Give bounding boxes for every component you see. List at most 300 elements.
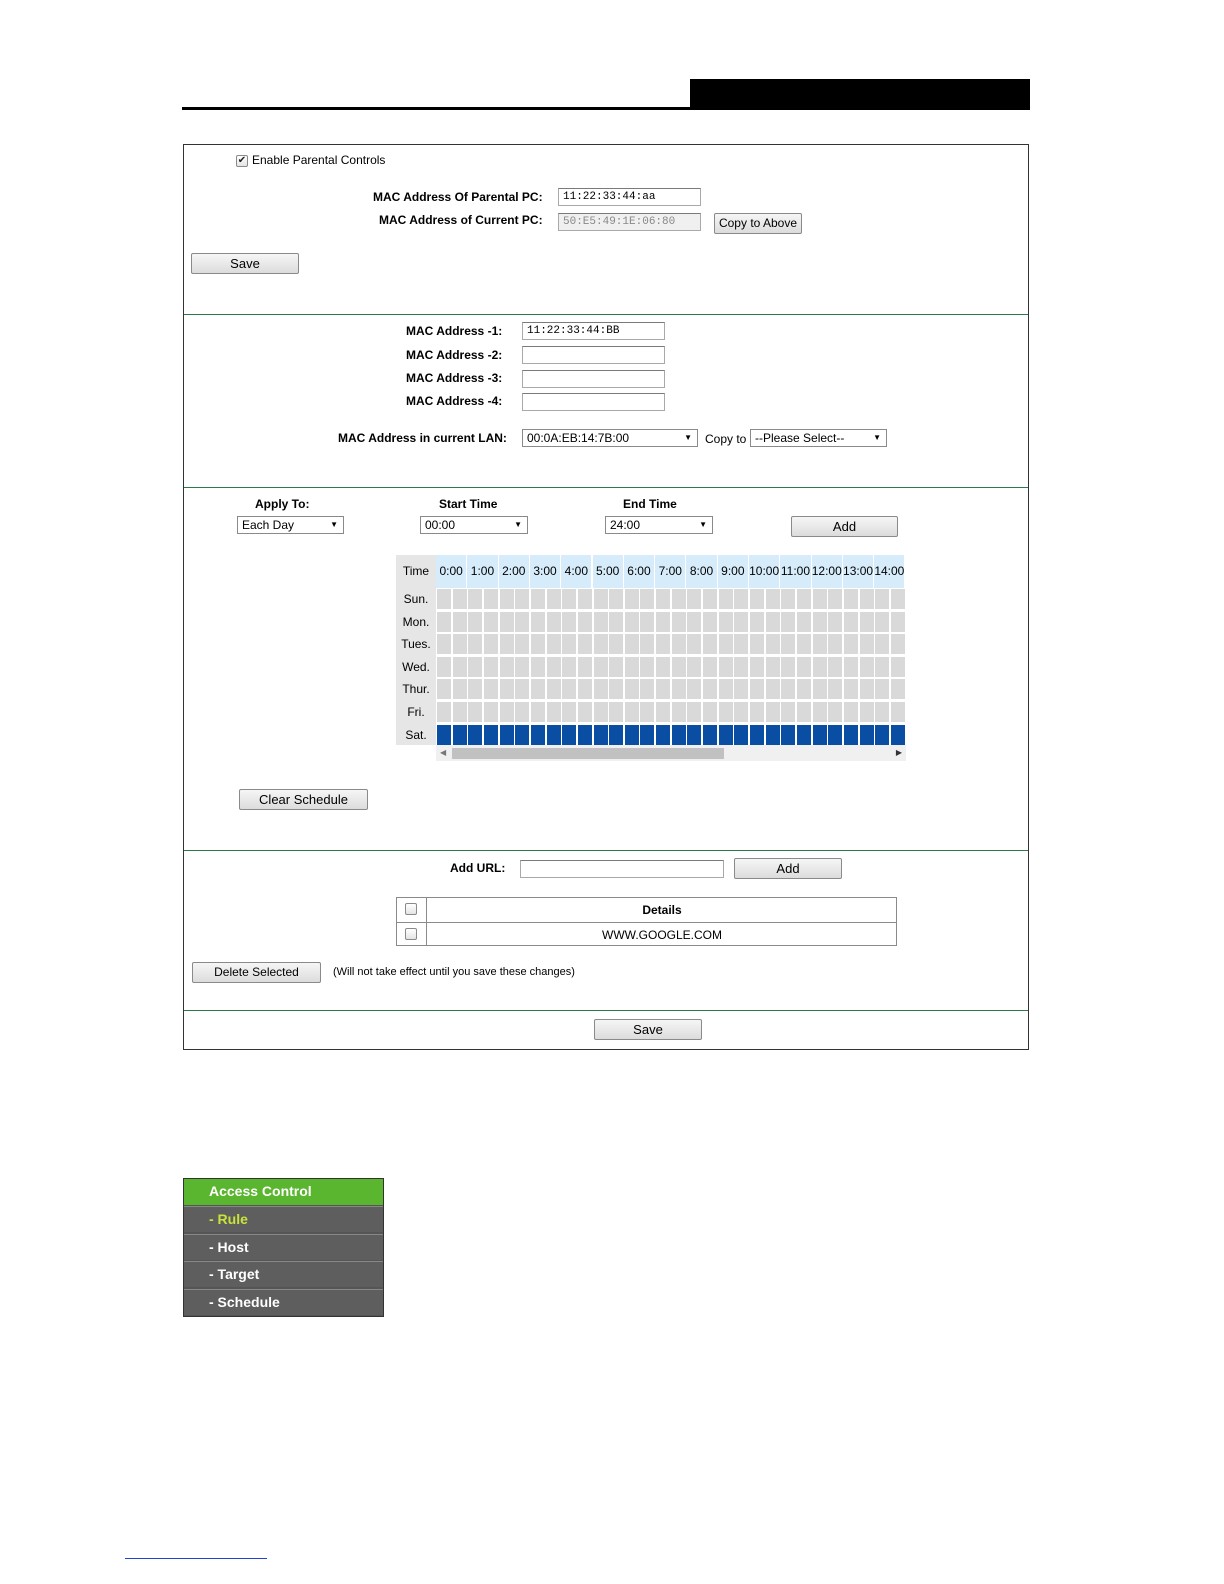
schedule-cell[interactable] xyxy=(656,634,670,654)
schedule-cell[interactable] xyxy=(844,634,858,654)
schedule-cell[interactable] xyxy=(468,725,482,745)
add-url-label: Add URL: xyxy=(450,861,506,875)
schedule-cell[interactable] xyxy=(797,679,811,699)
apply-to-label: Apply To: xyxy=(255,497,310,511)
parental-control-panel xyxy=(183,144,1029,1050)
schedule-cell[interactable] xyxy=(547,612,561,632)
schedule-cell[interactable] xyxy=(625,612,639,632)
schedule-cell[interactable] xyxy=(640,612,654,632)
schedule-cell[interactable] xyxy=(656,657,670,677)
save-parental-button[interactable]: Save xyxy=(191,253,299,274)
schedule-cell[interactable] xyxy=(891,612,905,632)
schedule-cell[interactable] xyxy=(531,702,545,722)
schedule-cell[interactable] xyxy=(640,679,654,699)
hour-header: 1:00 xyxy=(467,555,498,588)
schedule-cell[interactable] xyxy=(484,657,498,677)
schedule-cell[interactable] xyxy=(515,634,529,654)
schedule-cell[interactable] xyxy=(453,634,467,654)
schedule-cell[interactable] xyxy=(844,725,858,745)
schedule-cell[interactable] xyxy=(813,589,827,609)
schedule-cell[interactable] xyxy=(594,634,608,654)
schedule-cell[interactable] xyxy=(547,725,561,745)
table-header-row xyxy=(397,898,896,922)
schedule-cell[interactable] xyxy=(594,589,608,609)
schedule-cell[interactable] xyxy=(844,589,858,609)
hour-header: 8:00 xyxy=(686,555,717,588)
schedule-cell[interactable] xyxy=(750,725,764,745)
schedule-cell[interactable] xyxy=(484,702,498,722)
hour-header: 2:00 xyxy=(499,555,530,588)
schedule-cell[interactable] xyxy=(797,657,811,677)
time-header: Time xyxy=(402,564,430,578)
schedule-cell[interactable] xyxy=(687,725,701,745)
mac4-label: MAC Address -4: xyxy=(406,394,503,408)
chevron-down-icon: ▼ xyxy=(330,520,338,529)
details-header: Details xyxy=(642,903,682,917)
mac3-label: MAC Address -3: xyxy=(406,371,503,385)
schedule-cell[interactable] xyxy=(515,657,529,677)
day-label: Sun. xyxy=(403,592,429,606)
start-time-select-value: 00:00 xyxy=(425,518,456,532)
schedule-cell[interactable] xyxy=(844,702,858,722)
menu-target[interactable]: - Target xyxy=(184,1261,383,1287)
hour-header: 9:00 xyxy=(718,555,749,588)
schedule-cell[interactable] xyxy=(734,589,748,609)
schedule-cell[interactable] xyxy=(609,702,623,722)
schedule-cell[interactable] xyxy=(562,657,576,677)
schedule-scrollbar[interactable] xyxy=(436,745,906,761)
schedule-cell[interactable] xyxy=(547,634,561,654)
schedule-cell[interactable] xyxy=(875,657,889,677)
schedule-cell[interactable] xyxy=(734,702,748,722)
menu-schedule[interactable]: - Schedule xyxy=(184,1289,383,1315)
schedule-cell[interactable] xyxy=(562,679,576,699)
schedule-cell[interactable] xyxy=(828,725,842,745)
schedule-cell[interactable] xyxy=(687,657,701,677)
schedule-cell[interactable] xyxy=(578,702,592,722)
schedule-cell[interactable] xyxy=(484,679,498,699)
schedule-cell[interactable] xyxy=(515,612,529,632)
schedule-cell[interactable] xyxy=(719,679,733,699)
schedule-cell[interactable] xyxy=(453,725,467,745)
copy-to-label: Copy to xyxy=(705,432,747,446)
schedule-cell[interactable] xyxy=(734,612,748,632)
schedule-cell[interactable] xyxy=(687,589,701,609)
start-time-select[interactable] xyxy=(420,516,528,534)
schedule-cell[interactable] xyxy=(875,679,889,699)
schedule-cell[interactable] xyxy=(500,657,514,677)
schedule-cell[interactable] xyxy=(468,612,482,632)
schedule-cell[interactable] xyxy=(594,702,608,722)
schedule-cell[interactable] xyxy=(562,634,576,654)
schedule-cell[interactable] xyxy=(609,589,623,609)
schedule-cell[interactable] xyxy=(625,702,639,722)
schedule-cell[interactable] xyxy=(891,657,905,677)
schedule-cell[interactable] xyxy=(891,725,905,745)
schedule-cell[interactable] xyxy=(813,702,827,722)
menu-access-control[interactable]: Access Control xyxy=(184,1179,383,1205)
schedule-cell[interactable] xyxy=(828,589,842,609)
schedule-cell[interactable] xyxy=(515,679,529,699)
schedule-cell[interactable] xyxy=(844,612,858,632)
schedule-cell[interactable] xyxy=(468,702,482,722)
schedule-cell[interactable] xyxy=(437,702,451,722)
schedule-cell[interactable] xyxy=(750,679,764,699)
schedule-cell[interactable] xyxy=(860,679,874,699)
schedule-cell[interactable] xyxy=(860,725,874,745)
select-all-checkbox[interactable] xyxy=(405,903,417,915)
schedule-cell[interactable] xyxy=(719,702,733,722)
schedule-cell[interactable] xyxy=(828,634,842,654)
schedule-cell[interactable] xyxy=(891,589,905,609)
schedule-cell[interactable] xyxy=(734,634,748,654)
schedule-cell[interactable] xyxy=(719,725,733,745)
schedule-cell[interactable] xyxy=(578,679,592,699)
day-label: Sat. xyxy=(405,727,427,742)
schedule-cell[interactable] xyxy=(594,612,608,632)
schedule-cell[interactable] xyxy=(703,702,717,722)
hour-header: 10:00 xyxy=(749,555,780,588)
day-column xyxy=(396,555,436,745)
parent-mac-input[interactable]: 11:22:33:44:aa xyxy=(558,188,701,206)
schedule-cell[interactable] xyxy=(453,589,467,609)
menu-host[interactable]: - Host xyxy=(184,1234,383,1260)
row-checkbox[interactable] xyxy=(405,928,417,940)
add-url-button[interactable]: Add xyxy=(734,858,842,879)
schedule-cell[interactable] xyxy=(875,589,889,609)
schedule-cell[interactable] xyxy=(875,725,889,745)
schedule-cell[interactable] xyxy=(453,657,467,677)
schedule-cell[interactable] xyxy=(594,725,608,745)
schedule-cell[interactable] xyxy=(437,634,451,654)
enable-parental-checkbox[interactable]: ✔ xyxy=(237,155,247,166)
schedule-cell[interactable] xyxy=(531,589,545,609)
schedule-cell[interactable] xyxy=(828,702,842,722)
schedule-cell[interactable] xyxy=(437,612,451,632)
hour-header: 13:00 xyxy=(843,555,874,588)
section-divider xyxy=(184,314,1028,315)
schedule-cell[interactable] xyxy=(594,657,608,677)
schedule-cell[interactable] xyxy=(468,634,482,654)
hour-header: 0:00 xyxy=(436,555,467,588)
schedule-cell[interactable] xyxy=(531,657,545,677)
schedule-cell[interactable] xyxy=(547,679,561,699)
schedule-cell[interactable] xyxy=(797,589,811,609)
schedule-cell[interactable] xyxy=(609,634,623,654)
schedule-cell[interactable] xyxy=(562,725,576,745)
footer-link-underline xyxy=(125,1558,267,1559)
schedule-cell[interactable] xyxy=(891,679,905,699)
scroll-left-icon[interactable]: ◀ xyxy=(440,748,447,757)
lan-mac-select[interactable] xyxy=(522,429,698,447)
schedule-cell[interactable] xyxy=(484,725,498,745)
schedule-cell[interactable] xyxy=(875,634,889,654)
url-table xyxy=(396,897,897,946)
scroll-thumb[interactable] xyxy=(452,748,724,759)
mac3-input[interactable] xyxy=(522,370,665,388)
schedule-cell[interactable] xyxy=(860,634,874,654)
schedule-cell[interactable] xyxy=(766,679,780,699)
table-row xyxy=(397,923,896,947)
schedule-cell[interactable] xyxy=(500,612,514,632)
schedule-cell[interactable] xyxy=(547,657,561,677)
end-time-select[interactable] xyxy=(605,516,713,534)
schedule-cell[interactable] xyxy=(813,725,827,745)
schedule-cell[interactable] xyxy=(531,679,545,699)
chevron-down-icon: ▼ xyxy=(873,433,881,442)
chevron-down-icon: ▼ xyxy=(699,520,707,529)
schedule-cell[interactable] xyxy=(687,612,701,632)
schedule-cell[interactable] xyxy=(797,634,811,654)
copy-to-above-button[interactable]: Copy to Above xyxy=(714,213,802,234)
schedule-cell[interactable] xyxy=(562,589,576,609)
schedule-cell[interactable] xyxy=(860,657,874,677)
save-button[interactable]: Save xyxy=(594,1019,702,1040)
schedule-cell[interactable] xyxy=(672,679,686,699)
schedule-cell[interactable] xyxy=(500,589,514,609)
schedule-cell[interactable] xyxy=(625,589,639,609)
parent-mac-label: MAC Address Of Parental PC: xyxy=(373,190,543,204)
schedule-cell[interactable] xyxy=(437,725,451,745)
schedule-cell[interactable] xyxy=(734,679,748,699)
url-cell: WWW.GOOGLE.COM xyxy=(602,928,722,942)
schedule-cell[interactable] xyxy=(609,657,623,677)
scroll-right-icon[interactable]: ▶ xyxy=(895,748,902,757)
schedule-cell[interactable] xyxy=(813,657,827,677)
hour-header: 7:00 xyxy=(655,555,686,588)
add-schedule-button[interactable]: Add xyxy=(791,516,898,537)
schedule-cell[interactable] xyxy=(719,612,733,632)
schedule-cell[interactable] xyxy=(766,589,780,609)
schedule-cell[interactable] xyxy=(813,634,827,654)
schedule-cell[interactable] xyxy=(797,612,811,632)
schedule-cell[interactable] xyxy=(672,702,686,722)
schedule-cell[interactable] xyxy=(578,589,592,609)
schedule-cell[interactable] xyxy=(781,589,795,609)
hour-header: 4:00 xyxy=(561,555,592,588)
schedule-cell[interactable] xyxy=(781,702,795,722)
schedule-cell[interactable] xyxy=(562,612,576,632)
chevron-down-icon: ▼ xyxy=(514,520,522,529)
mac4-input[interactable] xyxy=(522,393,665,411)
schedule-cell[interactable] xyxy=(797,702,811,722)
schedule-grid xyxy=(396,555,906,761)
schedule-cell[interactable] xyxy=(719,657,733,677)
schedule-cell[interactable] xyxy=(891,702,905,722)
schedule-cell[interactable] xyxy=(860,589,874,609)
schedule-cell[interactable] xyxy=(703,657,717,677)
schedule-cell[interactable] xyxy=(750,702,764,722)
schedule-cell[interactable] xyxy=(468,679,482,699)
day-label: Fri. xyxy=(407,705,425,719)
schedule-cell[interactable] xyxy=(672,612,686,632)
day-label: Tues. xyxy=(401,637,431,652)
save-note: (Will not take effect until you save these changes) xyxy=(333,966,575,978)
schedule-cell[interactable] xyxy=(828,657,842,677)
hour-header: 14:00 xyxy=(874,555,905,588)
add-url-input[interactable] xyxy=(520,860,724,878)
schedule-cell[interactable] xyxy=(734,725,748,745)
schedule-cell[interactable] xyxy=(766,702,780,722)
schedule-cell[interactable] xyxy=(656,725,670,745)
schedule-cell[interactable] xyxy=(531,612,545,632)
schedule-cell[interactable] xyxy=(766,634,780,654)
schedule-cell[interactable] xyxy=(891,634,905,654)
schedule-cell[interactable] xyxy=(625,634,639,654)
schedule-cell[interactable] xyxy=(625,725,639,745)
schedule-cell[interactable] xyxy=(844,657,858,677)
chevron-down-icon: ▼ xyxy=(684,433,692,442)
schedule-cell[interactable] xyxy=(750,657,764,677)
apply-to-select[interactable] xyxy=(237,516,344,534)
schedule-cell[interactable] xyxy=(687,634,701,654)
schedule-cell[interactable] xyxy=(828,612,842,632)
schedule-cell[interactable] xyxy=(609,679,623,699)
schedule-cell[interactable] xyxy=(515,725,529,745)
day-label: Mon. xyxy=(402,614,430,629)
current-mac-label: MAC Address of Current PC: xyxy=(379,213,543,227)
schedule-cell[interactable] xyxy=(531,725,545,745)
schedule-cell[interactable] xyxy=(687,702,701,722)
start-time-label: Start Time xyxy=(439,497,498,511)
schedule-cell[interactable] xyxy=(484,612,498,632)
schedule-cell[interactable] xyxy=(484,589,498,609)
mac2-input[interactable] xyxy=(522,346,665,364)
schedule-cell[interactable] xyxy=(781,634,795,654)
schedule-cell[interactable] xyxy=(781,657,795,677)
day-label: Wed. xyxy=(402,659,430,674)
schedule-cell[interactable] xyxy=(656,702,670,722)
schedule-cell[interactable] xyxy=(578,657,592,677)
schedule-cell[interactable] xyxy=(594,679,608,699)
schedule-cell[interactable] xyxy=(500,634,514,654)
schedule-cell[interactable] xyxy=(437,657,451,677)
schedule-cell[interactable] xyxy=(515,589,529,609)
schedule-cell[interactable] xyxy=(781,612,795,632)
schedule-cell[interactable] xyxy=(578,612,592,632)
copy-to-select[interactable] xyxy=(750,429,887,447)
schedule-cell[interactable] xyxy=(703,612,717,632)
schedule-cell[interactable] xyxy=(609,612,623,632)
schedule-cell[interactable] xyxy=(547,702,561,722)
current-mac-input: 50:E5:49:1E:06:80 xyxy=(558,213,701,231)
schedule-cell[interactable] xyxy=(562,702,576,722)
schedule-cell[interactable] xyxy=(656,612,670,632)
schedule-cell[interactable] xyxy=(828,679,842,699)
schedule-cell[interactable] xyxy=(437,589,451,609)
day-label: Thur. xyxy=(402,682,430,697)
schedule-cell[interactable] xyxy=(468,657,482,677)
lan-mac-label: MAC Address in current LAN: xyxy=(338,431,507,445)
schedule-cell[interactable] xyxy=(672,725,686,745)
mac1-label: MAC Address -1: xyxy=(406,324,503,338)
schedule-cell[interactable] xyxy=(640,657,654,677)
schedule-cell[interactable] xyxy=(766,725,780,745)
schedule-cell[interactable] xyxy=(766,657,780,677)
schedule-cell[interactable] xyxy=(656,679,670,699)
schedule-cell[interactable] xyxy=(500,702,514,722)
schedule-cell[interactable] xyxy=(719,589,733,609)
schedule-cell[interactable] xyxy=(625,657,639,677)
enable-parental-label: Enable Parental Controls xyxy=(252,153,386,167)
menu-rule[interactable]: - Rule xyxy=(184,1206,383,1232)
schedule-cell[interactable] xyxy=(766,612,780,632)
section-divider xyxy=(184,850,1028,851)
schedule-cell[interactable] xyxy=(750,612,764,632)
schedule-cell[interactable] xyxy=(437,679,451,699)
schedule-cell[interactable] xyxy=(468,589,482,609)
schedule-cell[interactable] xyxy=(860,702,874,722)
end-time-label: End Time xyxy=(623,497,677,511)
schedule-cell[interactable] xyxy=(500,679,514,699)
apply-to-select-value: Each Day xyxy=(242,518,295,532)
lan-mac-select-value: 00:0A:EB:14:7B:00 xyxy=(527,431,630,445)
hour-header: 11:00 xyxy=(780,555,811,588)
schedule-cell[interactable] xyxy=(875,612,889,632)
schedule-cell[interactable] xyxy=(672,657,686,677)
schedule-cell[interactable] xyxy=(640,589,654,609)
schedule-cell[interactable] xyxy=(797,725,811,745)
schedule-cell[interactable] xyxy=(844,679,858,699)
schedule-cell[interactable] xyxy=(640,702,654,722)
clear-schedule-button[interactable]: Clear Schedule xyxy=(239,789,368,810)
schedule-cell[interactable] xyxy=(578,725,592,745)
schedule-cell[interactable] xyxy=(703,634,717,654)
schedule-cell[interactable] xyxy=(625,679,639,699)
end-time-select-value: 24:00 xyxy=(610,518,641,532)
schedule-cell[interactable] xyxy=(703,679,717,699)
delete-selected-button[interactable]: Delete Selected xyxy=(192,962,321,983)
schedule-cell[interactable] xyxy=(719,634,733,654)
schedule-cell[interactable] xyxy=(672,589,686,609)
schedule-cell[interactable] xyxy=(500,725,514,745)
schedule-cell[interactable] xyxy=(875,702,889,722)
hour-header: 5:00 xyxy=(593,555,624,588)
schedule-cell[interactable] xyxy=(750,589,764,609)
schedule-cell[interactable] xyxy=(734,657,748,677)
mac1-input[interactable]: 11:22:33:44:BB xyxy=(522,322,665,340)
mac2-label: MAC Address -2: xyxy=(406,348,503,362)
schedule-cell[interactable] xyxy=(672,634,686,654)
schedule-cell[interactable] xyxy=(703,589,717,609)
schedule-cell[interactable] xyxy=(578,634,592,654)
schedule-cell[interactable] xyxy=(484,634,498,654)
schedule-cell[interactable] xyxy=(860,612,874,632)
copy-to-select-value: --Please Select-- xyxy=(755,431,845,445)
header-black-bar xyxy=(690,79,1030,110)
schedule-cell[interactable] xyxy=(687,679,701,699)
schedule-cell[interactable] xyxy=(515,702,529,722)
schedule-cell[interactable] xyxy=(453,612,467,632)
schedule-cell[interactable] xyxy=(781,725,795,745)
schedule-cell[interactable] xyxy=(640,725,654,745)
schedule-cell[interactable] xyxy=(453,679,467,699)
access-control-menu xyxy=(183,1178,384,1317)
schedule-cell[interactable] xyxy=(656,589,670,609)
schedule-cell[interactable] xyxy=(703,725,717,745)
schedule-cell[interactable] xyxy=(750,634,764,654)
schedule-cell[interactable] xyxy=(547,589,561,609)
schedule-cell[interactable] xyxy=(640,634,654,654)
schedule-cell[interactable] xyxy=(781,679,795,699)
schedule-cell[interactable] xyxy=(813,679,827,699)
hour-header: 3:00 xyxy=(530,555,561,588)
schedule-cell[interactable] xyxy=(813,612,827,632)
section-divider xyxy=(184,1010,1028,1011)
schedule-cell[interactable] xyxy=(609,725,623,745)
schedule-cell[interactable] xyxy=(453,702,467,722)
schedule-cell[interactable] xyxy=(531,634,545,654)
